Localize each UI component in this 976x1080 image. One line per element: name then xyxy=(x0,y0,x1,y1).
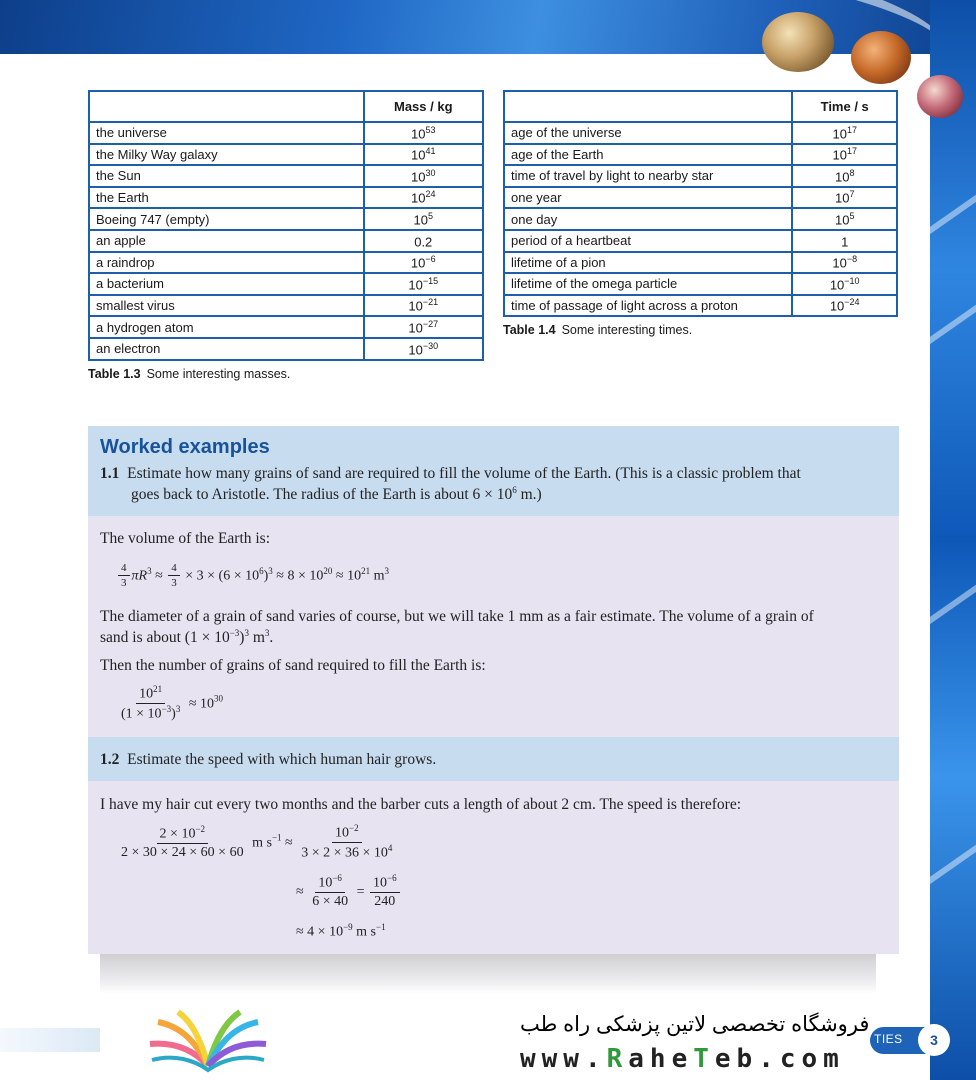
footer-strip xyxy=(0,1028,100,1052)
mass-table-row xyxy=(89,165,483,187)
mass-table-row xyxy=(89,187,483,209)
mass-table-item: an electron xyxy=(89,338,364,360)
time-table-item: lifetime of the omega particle xyxy=(504,273,792,295)
time-table-row xyxy=(504,252,897,274)
mass-table-value: $10^{-6}$ xyxy=(364,252,483,274)
mass-table-row xyxy=(89,208,483,230)
question-1-line-1: 1.1 Estimate how many grains of sand are required to fill the volume of the Earth. (This is a classic problem that xyxy=(100,465,801,482)
time-table-value: $10^7$ xyxy=(792,187,897,209)
time-table-empty-header xyxy=(504,91,792,122)
planet-image xyxy=(851,31,911,84)
speed-equation-line-2: ≈ $\frac{10^{-6}}{6 \times 40}$ = $\frac{10^{-6}}{240}$ xyxy=(296,873,402,912)
mass-table-value: $10^{-21}$ xyxy=(364,295,483,317)
time-table-header: Time / s xyxy=(792,91,897,122)
time-table-value: $10^{-24}$ xyxy=(792,295,897,317)
mass-table-value: $10^{24}$ xyxy=(364,187,483,209)
time-table-row xyxy=(504,144,897,166)
mass-table-item: the Milky Way galaxy xyxy=(89,144,364,166)
mass-table-value: $10^{53}$ xyxy=(364,122,483,144)
mass-table-row xyxy=(89,230,483,252)
mass-table-value: $10^{-30}$ xyxy=(364,338,483,360)
mass-table-value: 0.2 xyxy=(364,230,483,252)
planet-image xyxy=(917,75,963,118)
mass-table-item: smallest virus xyxy=(89,295,364,317)
mass-table-row xyxy=(89,273,483,295)
mass-table-row xyxy=(89,144,483,166)
section-title: Worked examples xyxy=(100,436,270,458)
time-table-row xyxy=(504,295,897,317)
mass-table-value: $10^{30}$ xyxy=(364,165,483,187)
mass-table-empty-header xyxy=(89,91,364,122)
time-table-value: $10^8$ xyxy=(792,165,897,187)
volume-equation: $\frac{4}{3}$ $\pi R^3$ ≈ $\frac{4}{3}$ × $3 \times (6 \times 10^6)^3 \approx 8 \times 10^{20} \approx 10^{21}$ $m^3$ xyxy=(116,562,389,590)
mass-table-item: the Sun xyxy=(89,165,364,187)
book-logo-icon xyxy=(144,1008,272,1074)
mass-table-item: the universe xyxy=(89,122,364,144)
time-table-caption: Table 1.4 Some interesting times. xyxy=(503,323,693,337)
mass-table-item: a hydrogen atom xyxy=(89,316,364,338)
time-table-item: time of passage of light across a proton xyxy=(504,295,792,317)
mass-table-caption: Table 1.3 Some interesting masses. xyxy=(88,367,291,381)
planet-image xyxy=(762,12,834,72)
time-table-value: $10^{17}$ xyxy=(792,144,897,166)
mass-table xyxy=(88,90,484,361)
mass-table-item: an apple xyxy=(89,230,364,252)
shop-url: www.RaheTeb.com xyxy=(520,1044,845,1074)
answer-2-intro: I have my hair cut every two months and the barber cuts a length of about 2 cm. The speed is therefore: xyxy=(100,796,742,813)
mass-table-row xyxy=(89,295,483,317)
mass-table-item: a raindrop xyxy=(89,252,364,274)
time-table-row xyxy=(504,122,897,144)
mass-table-item: the Earth xyxy=(89,187,364,209)
page-number: 3 xyxy=(918,1024,950,1056)
speed-equation-line-1: $\frac{2 \times 10^{-2}}{2 \times 30 \times 24 \times 60 \times 60}$ m $s^{-1}$ ≈ $\frac{10^{-2}}{3 \times 2 \times 36 \times 10^4}$ xyxy=(121,823,393,862)
answer-1-intro: The volume of the Earth is: xyxy=(100,530,271,547)
time-table-value: 1 xyxy=(792,230,897,252)
answer-1-para-2-line-1: The diameter of a grain of sand varies of course, but we will take 1 mm as a fair estimate. The volume of a grain of xyxy=(100,608,814,625)
grains-equation: $\frac{10^{21}}{(1 \times 10^{-3})^3}$ ≈ $10^{30}$ xyxy=(121,684,223,723)
time-table-item: age of the Earth xyxy=(504,144,792,166)
mass-table-value: $10^5$ xyxy=(364,208,483,230)
time-table-row xyxy=(504,208,897,230)
mass-table-value: $10^{-15}$ xyxy=(364,273,483,295)
time-table-item: one day xyxy=(504,208,792,230)
answer-1-para-3: Then the number of grains of sand required to fill the Earth is: xyxy=(100,657,486,674)
mass-table-header: Mass / kg xyxy=(364,91,483,122)
time-table-item: time of travel by light to nearby star xyxy=(504,165,792,187)
time-table-item: lifetime of a pion xyxy=(504,252,792,274)
time-table-row xyxy=(504,187,897,209)
mass-table-value: $10^{-27}$ xyxy=(364,316,483,338)
mass-table-row xyxy=(89,338,483,360)
time-table-row xyxy=(504,230,897,252)
mass-table-row xyxy=(89,122,483,144)
time-table-value: $10^5$ xyxy=(792,208,897,230)
shop-name: فروشگاه تخصصی لاتین پزشکی راه طب xyxy=(520,1013,870,1036)
time-table-value: $10^{-8}$ xyxy=(792,252,897,274)
time-table-item: one year xyxy=(504,187,792,209)
question-2: 1.2 Estimate the speed with which human hair grows. xyxy=(100,751,437,768)
mass-table-row xyxy=(89,316,483,338)
mass-table-item: Boeing 747 (empty) xyxy=(89,208,364,230)
time-table-item: age of the universe xyxy=(504,122,792,144)
mass-table-value: $10^{41}$ xyxy=(364,144,483,166)
time-table-value: $10^{-10}$ xyxy=(792,273,897,295)
footer-section-text: TIES xyxy=(874,1032,903,1046)
speed-equation-line-3: ≈ $4 \times 10^{-9}$ m $s^{-1}$ xyxy=(296,922,386,940)
mass-table-item: a bacterium xyxy=(89,273,364,295)
time-table-row xyxy=(504,165,897,187)
time-table-item: period of a heartbeat xyxy=(504,230,792,252)
question-1-line-2: goes back to Aristotle. The radius of the Earth is about $6 \times 10^6$ m.) xyxy=(131,485,542,504)
side-band xyxy=(930,0,976,1080)
time-table-row xyxy=(504,273,897,295)
answer-1-para-2-line-2: sand is about $(1 \times 10^{-3})^3$ $m^3$. xyxy=(100,628,274,647)
mass-table-row xyxy=(89,252,483,274)
time-table-value: $10^{17}$ xyxy=(792,122,897,144)
box-shadow xyxy=(100,954,876,994)
time-table xyxy=(503,90,898,317)
